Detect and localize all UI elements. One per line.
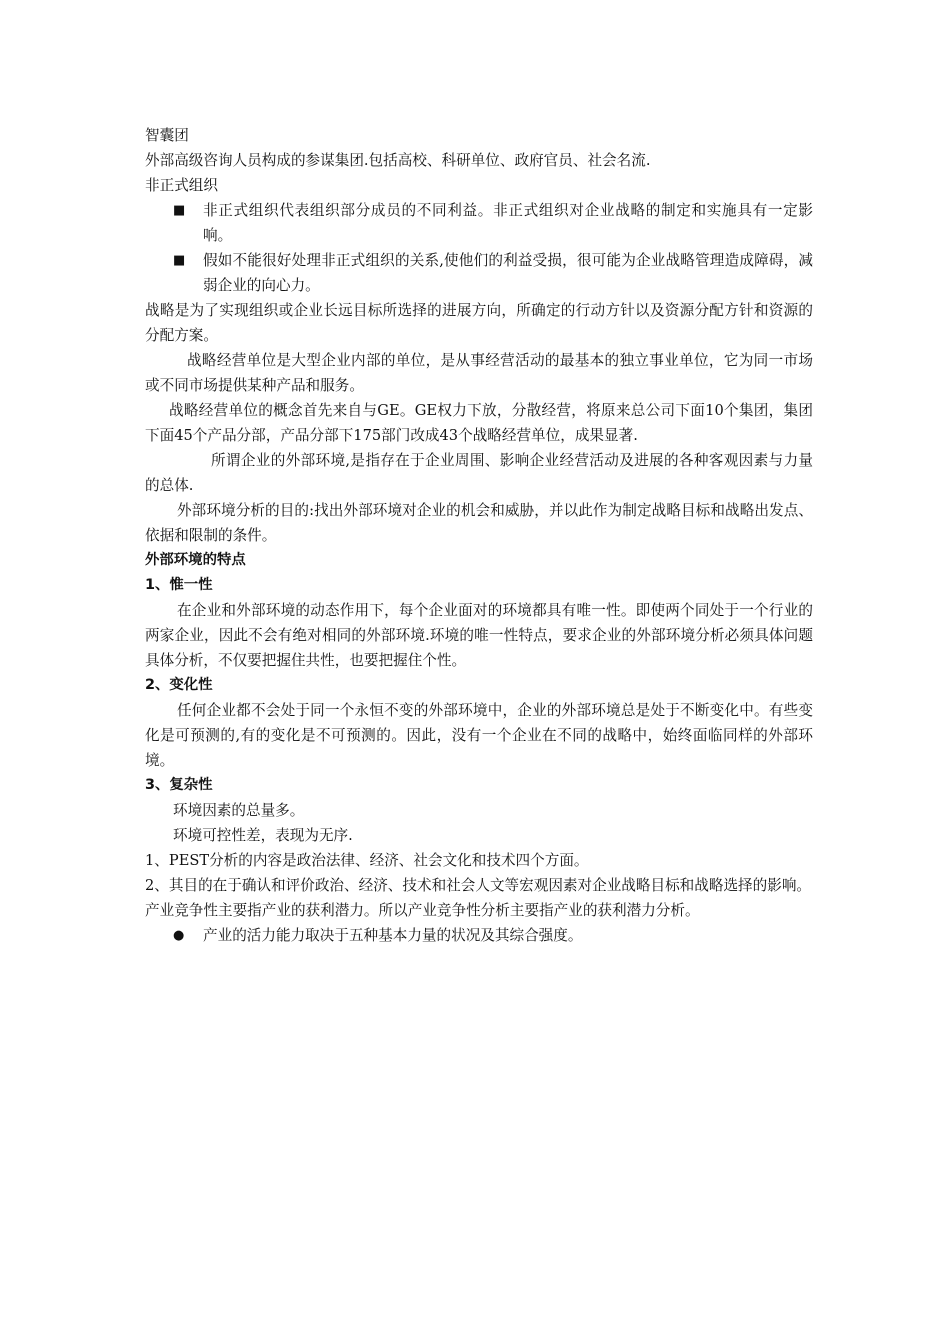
list-item: ● 产业的活力能力取决于五种基本力量的状况及其综合强度。: [145, 923, 813, 948]
strategy-definition: 战略是为了实现组织或企业长远目标所选择的进展方向，所确定的行动方针以及资源分配方针和资源的分配方案。: [145, 302, 813, 344]
heading-variability: 2、变化性: [145, 677, 213, 693]
heading-complexity: 3、复杂性: [145, 777, 213, 793]
variability-text: 任何企业都不会处于同一个永恒不变的外部环境中，企业的外部环境总是处于不断变化中。有些变化是可预测的,有的变化是不可预测的。因此，没有一个企业在不同的战略中，始终面临同样的外部环境。: [145, 702, 813, 769]
think-tank-definition: 外部高级咨询人员构成的参谋集团.包括高校、科研单位、政府官员、社会名流.: [145, 152, 651, 169]
complexity-point-2: 环境可控性差，表现为无序.: [173, 827, 353, 844]
list-item: ■ 假如不能很好处理非正式组织的关系,使他们的利益受损，很可能为企业战略管理造成障碍，减弱企业的向心力。: [145, 248, 813, 298]
heading-informal-organization: 非正式组织: [145, 177, 218, 194]
uniqueness-text: 在企业和外部环境的动态作用下，每个企业面对的环境都具有唯一性。即使两个同处于一个行业的两家企业，因此不会有绝对相同的外部环境.环境的唯一性特点，要求企业的外部环境分析必须具体问题具体分析，不仅要把握住共性，也要把握住个性。: [145, 602, 813, 669]
sbu-definition: 战略经营单位是大型企业内部的单位，是从事经营活动的最基本的独立事业单位，它为同一市场或不同市场提供某种产品和服务。: [145, 352, 813, 394]
pest-content: 1、PEST分析的内容是政治法律、经济、社会文化和技术四个方面。: [145, 852, 589, 869]
pest-purpose: 2、其目的在于确认和评价政治、经济、技术和社会人文等宏观因素对企业战略目标和战略选择的影响。: [145, 877, 812, 894]
square-bullet-icon: ■: [173, 253, 186, 268]
sbu-origin: 战略经营单位的概念首先来自与GE。GE权力下放，分散经营，将原来总公司下面10个集团，集团下面45个产品分部，产品分部下175部门改成43个战略经营单位，成果显著.: [145, 402, 813, 444]
square-bullet-icon: ■: [173, 203, 186, 218]
list-item: ■ 非正式组织代表组织部分成员的不同利益。非正式组织对企业战略的制定和实施具有一定影响。: [145, 198, 813, 248]
industry-competitiveness: 产业竞争性主要指产业的获利潜力。所以产业竞争性分析主要指产业的获利潜力分析。: [145, 902, 700, 919]
external-environment-definition: 所谓企业的外部环境,是指存在于企业周围、影响企业经营活动及进展的各种客观因素与力量的总体.: [145, 452, 813, 494]
complexity-point-1: 环境因素的总量多。: [173, 802, 305, 819]
external-analysis-purpose: 外部环境分析的目的:找出外部环境对企业的机会和威胁，并以此作为制定战略目标和战略出发点、依据和限制的条件。: [145, 502, 813, 544]
heading-environment-features: 外部环境的特点: [145, 552, 246, 568]
document-page: [145, 123, 813, 948]
dot-bullet-icon: ●: [173, 928, 185, 943]
heading-uniqueness: 1、惟一性: [145, 577, 213, 593]
heading-think-tank: 智囊团: [145, 127, 189, 144]
